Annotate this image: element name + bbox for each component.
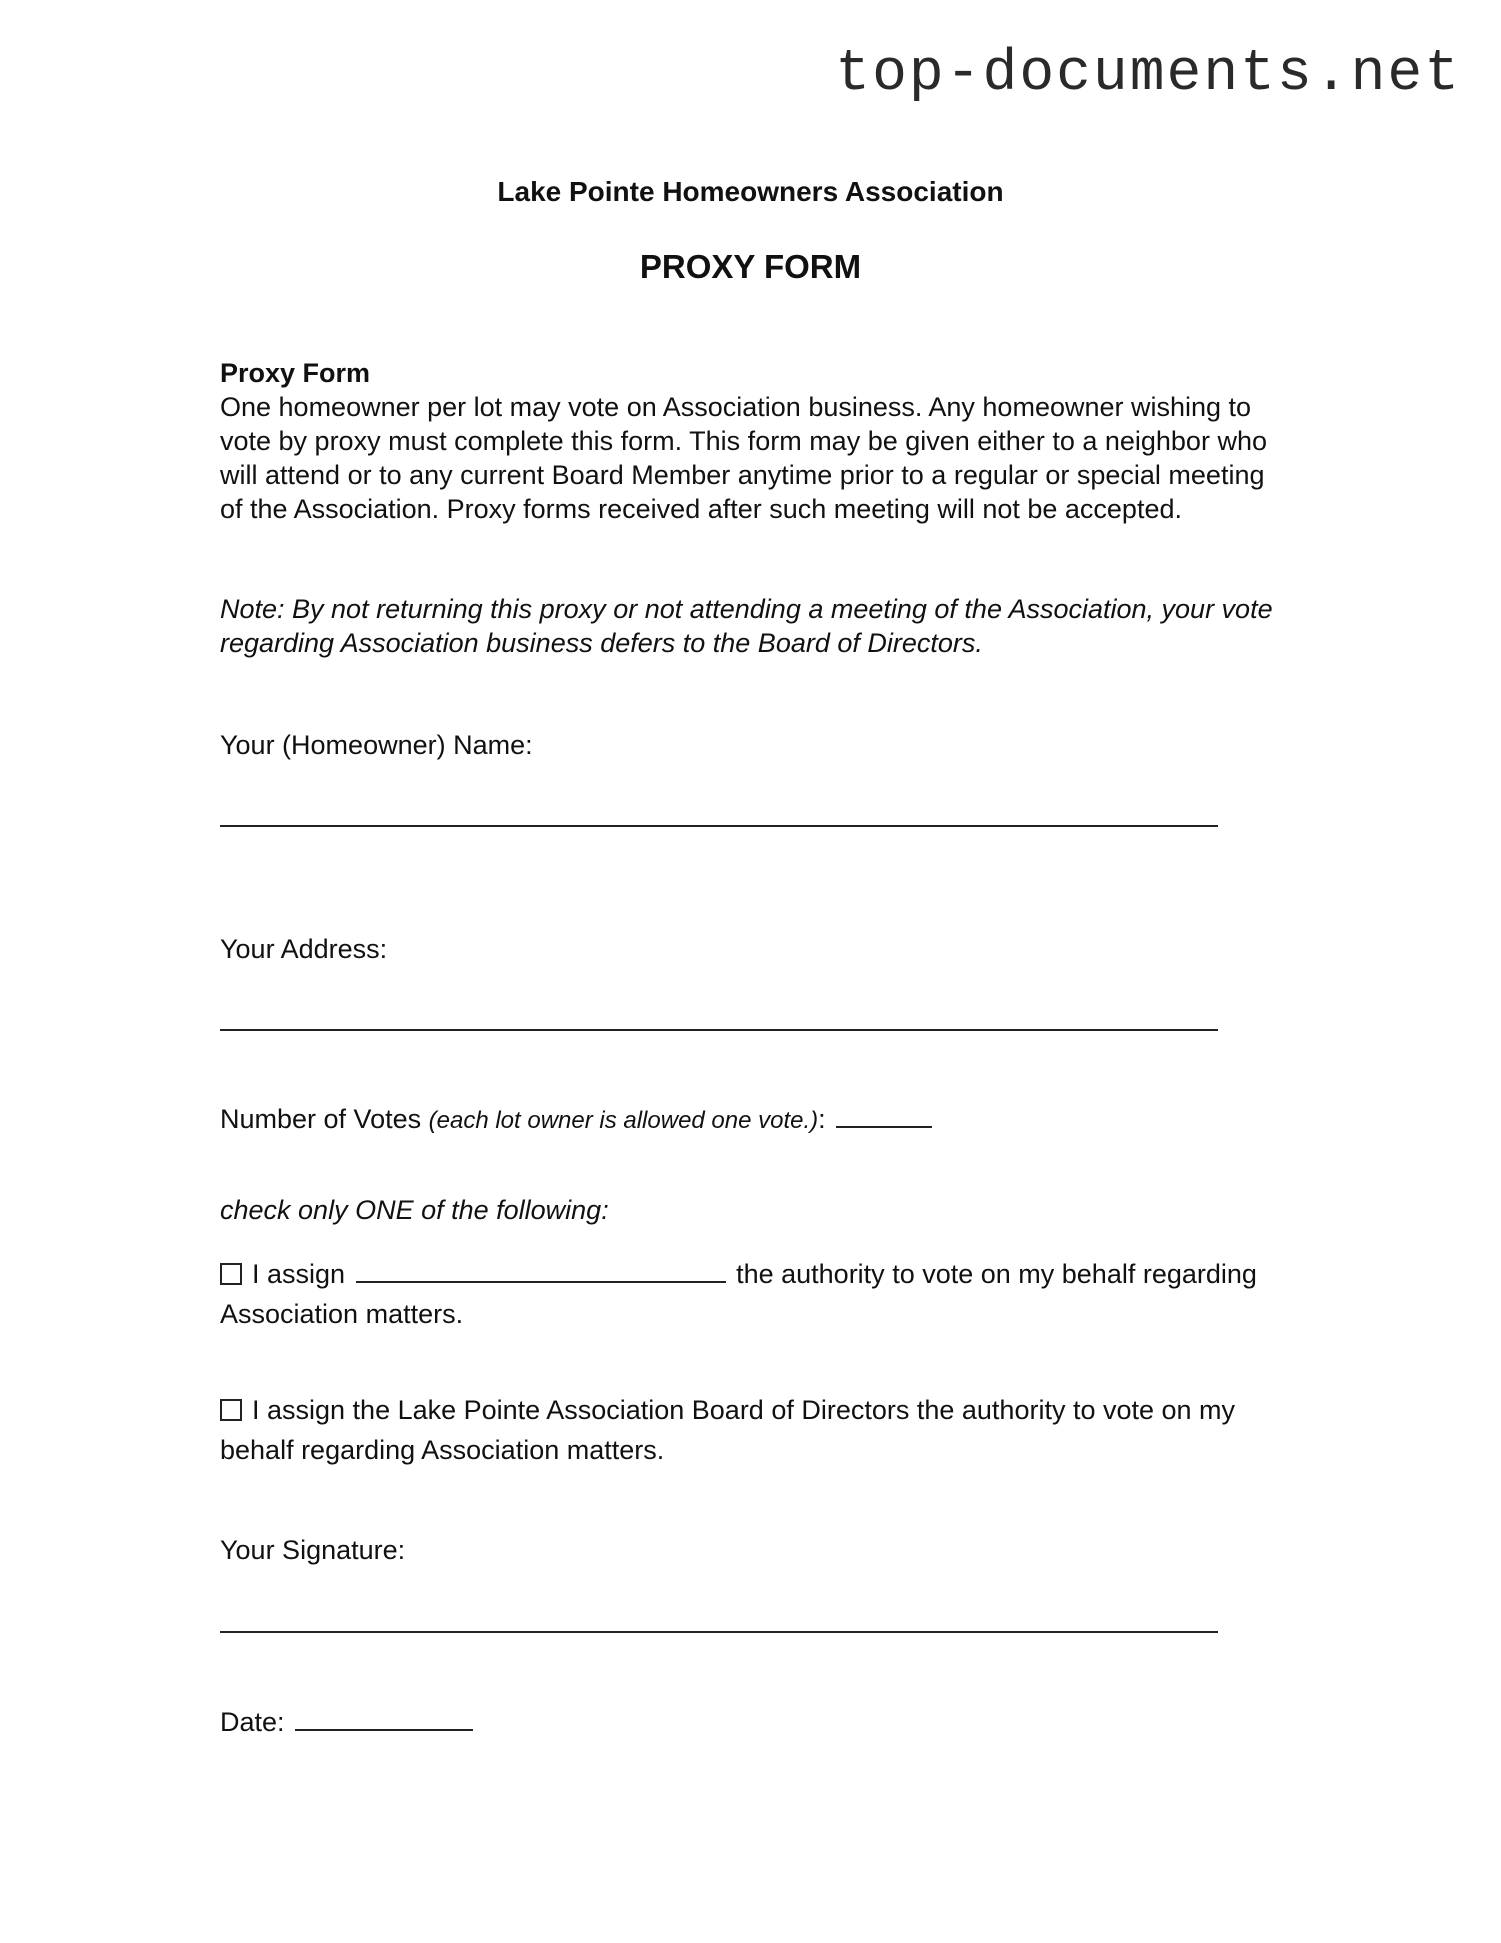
date-label: Date:: [220, 1707, 285, 1737]
organization-title: Lake Pointe Homeowners Association: [497, 176, 1004, 207]
option-assign-person-prefix: I assign: [252, 1259, 346, 1289]
option-assign-board: [220, 1390, 1280, 1470]
date-field[interactable]: [295, 1703, 473, 1731]
option-assign-board-text: I assign the Lake Pointe Association Board of Directors the authority to vote on my behalf regarding Association matters.: [220, 1395, 1236, 1465]
votes-colon: :: [818, 1104, 826, 1134]
votes-row: [220, 1100, 1280, 1138]
signature-field[interactable]: [220, 1631, 1218, 1633]
proxy-holder-name-field[interactable]: [356, 1255, 726, 1283]
intro-paragraph: One homeowner per lot may vote on Association business. Any homeowner wishing to vote by proxy must complete this form. This form may be given either to a neighbor who will attend or to any current Board Member anytime prior to a regular or special meeting of the Association. Proxy forms received after such meeting will not be accepted.: [220, 392, 1267, 524]
option-assign-person: [220, 1254, 1280, 1334]
date-row: [220, 1703, 1280, 1739]
check-instruction: check only ONE of the following:: [220, 1195, 609, 1225]
form-title: PROXY FORM: [639, 248, 862, 285]
section-heading: Proxy Form: [220, 358, 371, 388]
homeowner-name-field[interactable]: [220, 825, 1218, 827]
option-assign-person-suffix: the authority to vote on my behalf regarding Association matters.: [220, 1259, 1257, 1329]
watermark-logo-text: top-documents.net: [835, 42, 1461, 107]
option-assign-person-checkbox[interactable]: [220, 1263, 242, 1285]
votes-field[interactable]: [836, 1100, 932, 1128]
votes-hint: (each lot owner is allowed one vote.): [428, 1107, 819, 1134]
votes-label: Number of Votes: [220, 1104, 422, 1134]
address-label: Your Address:: [220, 934, 388, 964]
address-field[interactable]: [220, 1029, 1218, 1031]
homeowner-name-label: Your (Homeowner) Name:: [220, 730, 533, 760]
note-paragraph: Note: By not returning this proxy or not attending a meeting of the Association, your vote regarding Association business defers to the Board of Directors.: [220, 594, 1273, 658]
option-assign-board-checkbox[interactable]: [220, 1399, 242, 1421]
signature-label: Your Signature:: [220, 1535, 406, 1565]
